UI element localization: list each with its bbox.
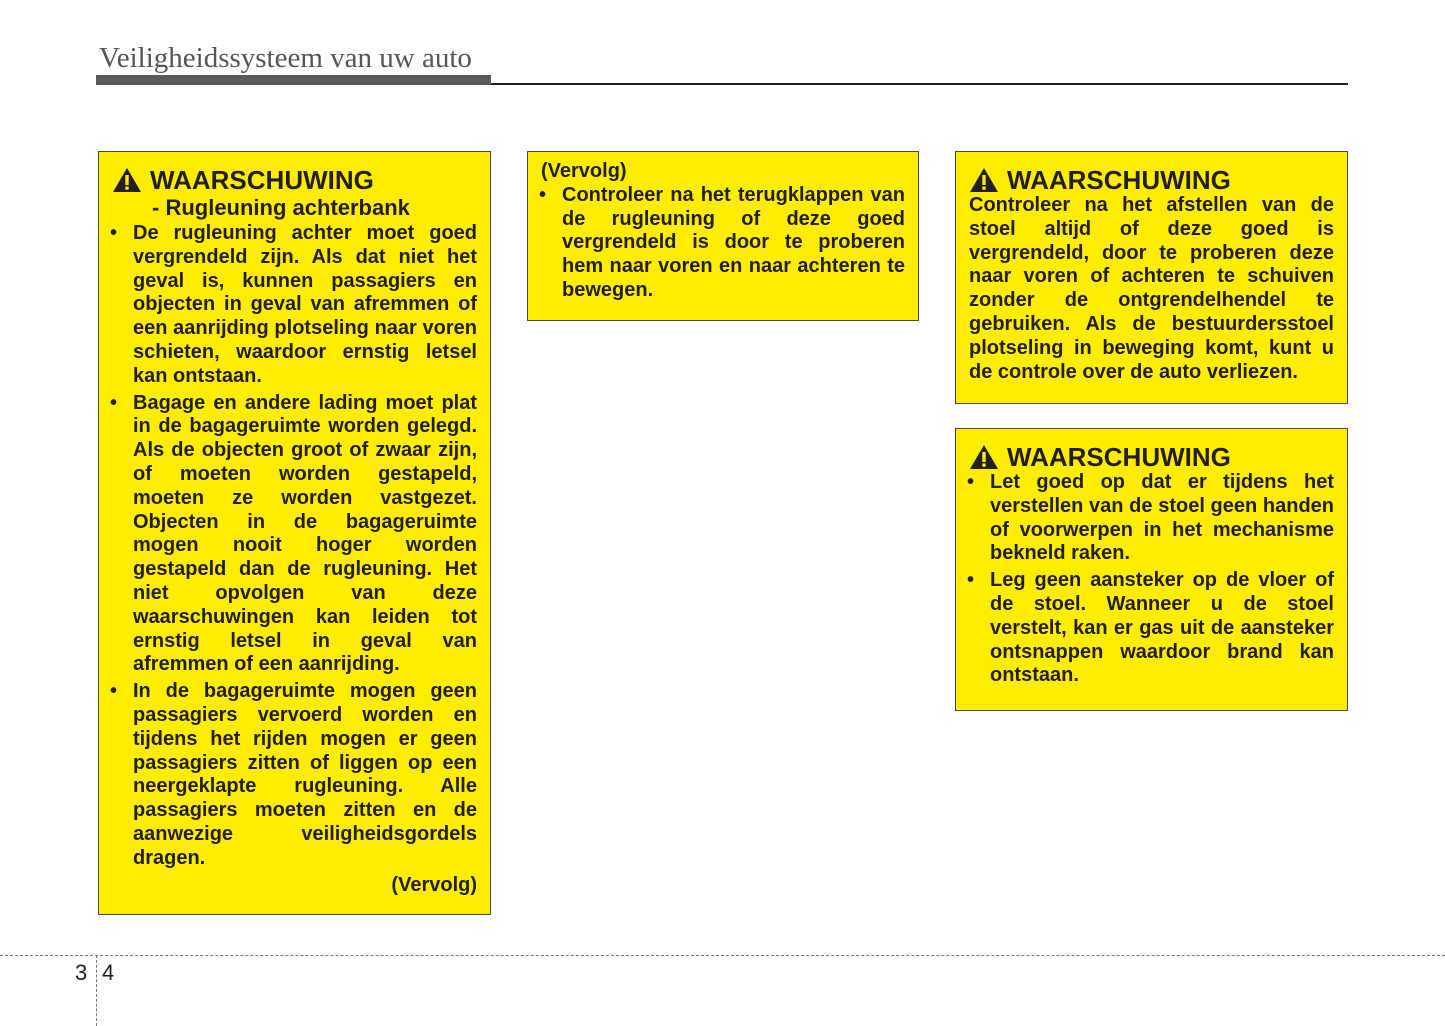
footer-divider (0, 955, 1445, 956)
continued-label: (Vervolg) (391, 873, 477, 896)
continued-label: (Vervolg) (541, 160, 627, 182)
header-rule (491, 83, 1348, 85)
warning-subtitle: - Rugleuning achterbank (152, 195, 410, 220)
page-number-divider (96, 955, 97, 1026)
page-number: 4 (102, 960, 115, 985)
bullet-list (541, 184, 905, 303)
warning-triangle-icon (969, 167, 999, 193)
bullet-list (969, 471, 1334, 688)
list-item: • De rugleuning achter moet goed vergrendeld zijn. Als dat niet het geval is, kunnen passagiers en objecten in geval van afremmen of een aanrijding plotseling naar voren schieten, waardoor ernstig letsel kan ontstaan. (112, 222, 477, 389)
warning-box-rear-seatback (98, 151, 491, 915)
warning-triangle-icon (112, 167, 142, 193)
warning-text: Controleer na het afstellen van de stoel altijd of deze goed is vergrendeld, door te proberen deze naar voren of achteren te schuiven zonder de ontgrendelhendel te gebruiken. Als de bestuurdersstoel plotseling in beweging komt, kunt u de controle over de auto verliezen. (969, 194, 1334, 383)
list-item: • Let goed op dat er tijdens het verstellen van de stoel geen handen of voorwerpen in het mechanisme bekneld raken. (969, 471, 1334, 566)
section-number: 3 (75, 960, 88, 985)
header-bar (96, 75, 491, 85)
list-item: • Leg geen aansteker op de vloer of de stoel. Wanneer u de stoel verstelt, kan er gas uit de aansteker ontsnappen waardoor brand kan ontstaan. (969, 569, 1334, 688)
warning-box-seat-lock (955, 151, 1348, 404)
warning-title: WAARSCHUWING (969, 166, 1334, 194)
list-item: • In de bagageruimte mogen geen passagiers vervoerd worden en tijdens het rijden mogen er geen passagiers zitten of liggen op een neergeklapte rugleuning. Alle passagiers moeten zitten en de aanwezige veiligheidsgordels dragen. (112, 680, 477, 870)
bullet-list (112, 222, 477, 871)
section-title: Veiligheidssysteem van uw auto (99, 42, 472, 74)
warning-box-continued (527, 151, 919, 321)
warning-box-seat-adjust (955, 428, 1348, 711)
list-item: • Controleer na het terugklappen van de rugleuning of deze goed vergrendeld is door te proberen hem naar voren en naar achteren te bewegen. (541, 184, 905, 303)
list-item: • Bagage en andere lading moet plat in de bagageruimte worden gelegd. Als de objecten groot of zwaar zijn, of moeten worden gestapeld, moeten ze worden vastgezet. Objecten in de bagageruimte mogen nooit hoger worden gestapeld dan de rugleuning. Het niet opvolgen van deze waarschuwingen kan leiden tot ernstig letsel in geval van afremmen of een aanrijding. (112, 392, 477, 678)
warning-title: WAARSCHUWING (969, 443, 1334, 471)
warning-title: WAARSCHUWING (112, 166, 477, 194)
warning-triangle-icon (969, 444, 999, 470)
